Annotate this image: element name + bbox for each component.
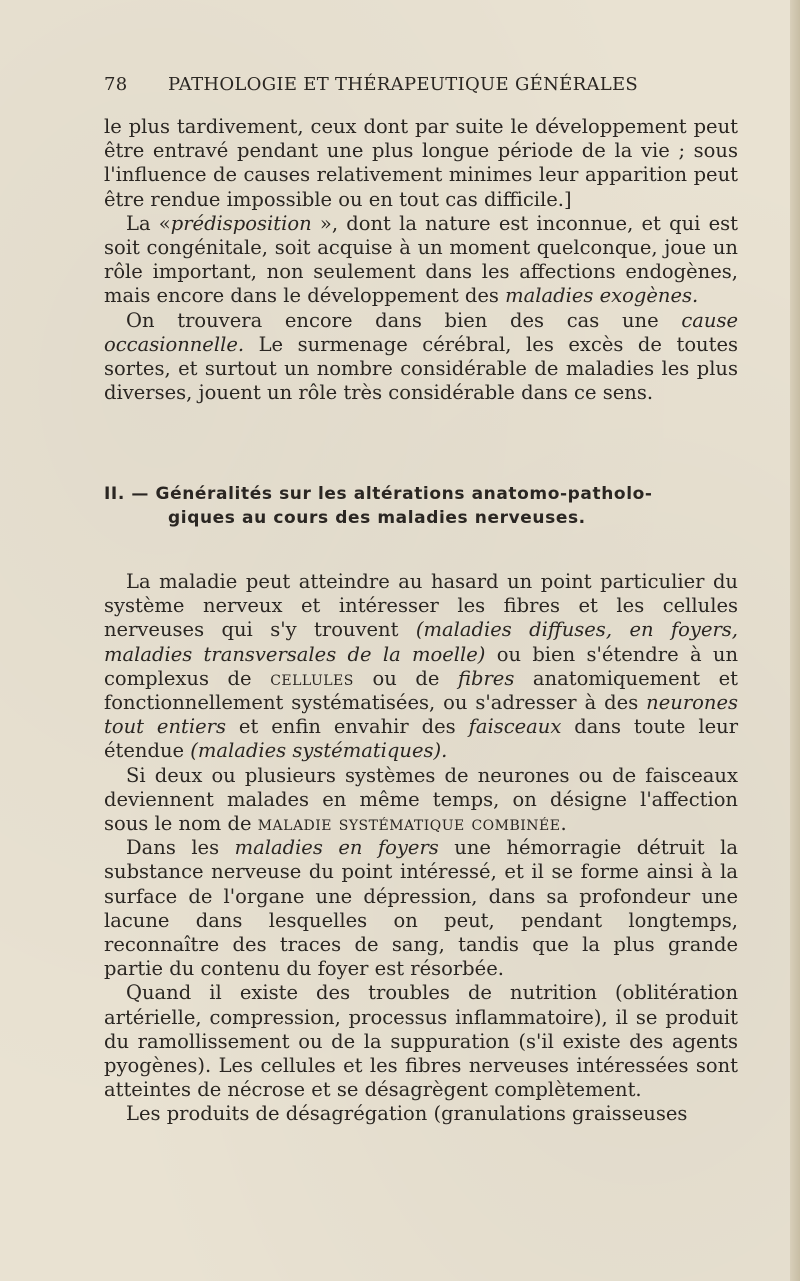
section-heading	[104, 482, 738, 530]
paragraph	[104, 1102, 738, 1126]
section-heading-line: giques au cours des maladies nerveuses.	[168, 508, 586, 528]
smallcaps-text: cellules	[270, 666, 354, 690]
paragraph	[104, 309, 738, 406]
italic-text: neurones tout entiers	[104, 691, 738, 739]
paragraph	[104, 764, 738, 837]
italic-text: prédisposition	[170, 211, 312, 235]
text: Si deux ou plusieurs systèmes de neurones ou de faisceaux deviennent malades en même temps, on désigne l'affection sous le nom de	[104, 763, 738, 836]
running-header	[104, 74, 644, 95]
italic-text: cause occasionnelle.	[104, 308, 738, 356]
italic-text: (maladies diffuses, en foyers, maladies transversales de la moelle)	[104, 618, 739, 666]
text: ou bien s'étendre à un complexus de	[104, 642, 738, 690]
italic-text: faisceaux	[468, 715, 562, 739]
running-title: PATHOLOGIE ET THÉRAPEUTIQUE GÉNÉRALES	[168, 74, 639, 95]
text: Quand il existe des troubles de nutrition (oblitération artérielle, compression, processus inflammatoire), il se produit du ramollissement ou de la suppuration (s'il existe des agents pyogènes). Les cellules et les fibres nerveuses intéressées sont atteintes de nécrose et se désagrègent complètement.	[104, 981, 738, 1102]
text: Le surmenage cérébral, les excès de toutes sortes, et surtout un nombre considérable de maladies les plus diverses, jouent un rôle très considérable dans ce sens.	[104, 332, 738, 405]
text: On trouvera encore dans bien des cas une	[126, 308, 659, 332]
paragraph	[104, 981, 738, 1102]
italic-text: maladies en foyers	[234, 836, 439, 860]
paragraph	[104, 836, 738, 981]
text: le plus tardivement, ceux dont par suite le développement peut être entravé pendant une plus longue période de la vie ; sous l'influence de causes relativement minimes leur apparition peut être rendue impossible ou en tout cas difficile.]	[104, 115, 738, 211]
italic-text: (maladies systématiques).	[190, 739, 448, 763]
page-number: 78	[104, 74, 128, 95]
text: dans toute leur étendue	[104, 715, 739, 763]
smallcaps-text: maladie systématique combinée.	[257, 812, 568, 836]
italic-text: fibres	[457, 666, 515, 690]
text-block-top	[104, 115, 738, 405]
paragraph	[104, 115, 738, 212]
text: une hémorragie détruit la substance nerveuse du point intéressé, et il se forme ainsi à la surface de l'organe une dépression, dans sa profondeur une lacune dans lesquelles on peut, pendant longtemps, reconnaître des traces de sang, tandis que la plus grande partie du contenu du foyer est résorbée.	[104, 836, 738, 981]
text: Dans les	[126, 836, 220, 860]
text: anatomiquement et fonctionnellement systématisées, ou s'adresser à des	[104, 666, 739, 715]
text: ou de	[372, 666, 440, 690]
text: La maladie peut atteindre au hasard un point particulier du système nerveux et intéresser les fibres et les cellules nerveuses qui s'y trouvent	[104, 570, 738, 642]
paragraph	[104, 570, 738, 764]
text: », dont la nature est inconnue, et qui est soit congénitale, soit acquise à un moment quelconque, joue un rôle important, non seulement dans les affections endogènes, mais encore dans le développement des	[104, 211, 738, 308]
page-edge	[790, 0, 800, 1281]
text: Les produits de désagrégation (granulations graisseuses	[126, 1102, 688, 1126]
text: et enfin envahir des	[238, 715, 456, 739]
italic-text: maladies exogènes.	[505, 284, 699, 308]
paragraph	[104, 212, 738, 309]
section-heading-line: II. — Généralités sur les altérations anatomo-patholo-	[104, 484, 653, 504]
text: La «	[126, 211, 171, 235]
text-block-bottom	[104, 570, 738, 1127]
